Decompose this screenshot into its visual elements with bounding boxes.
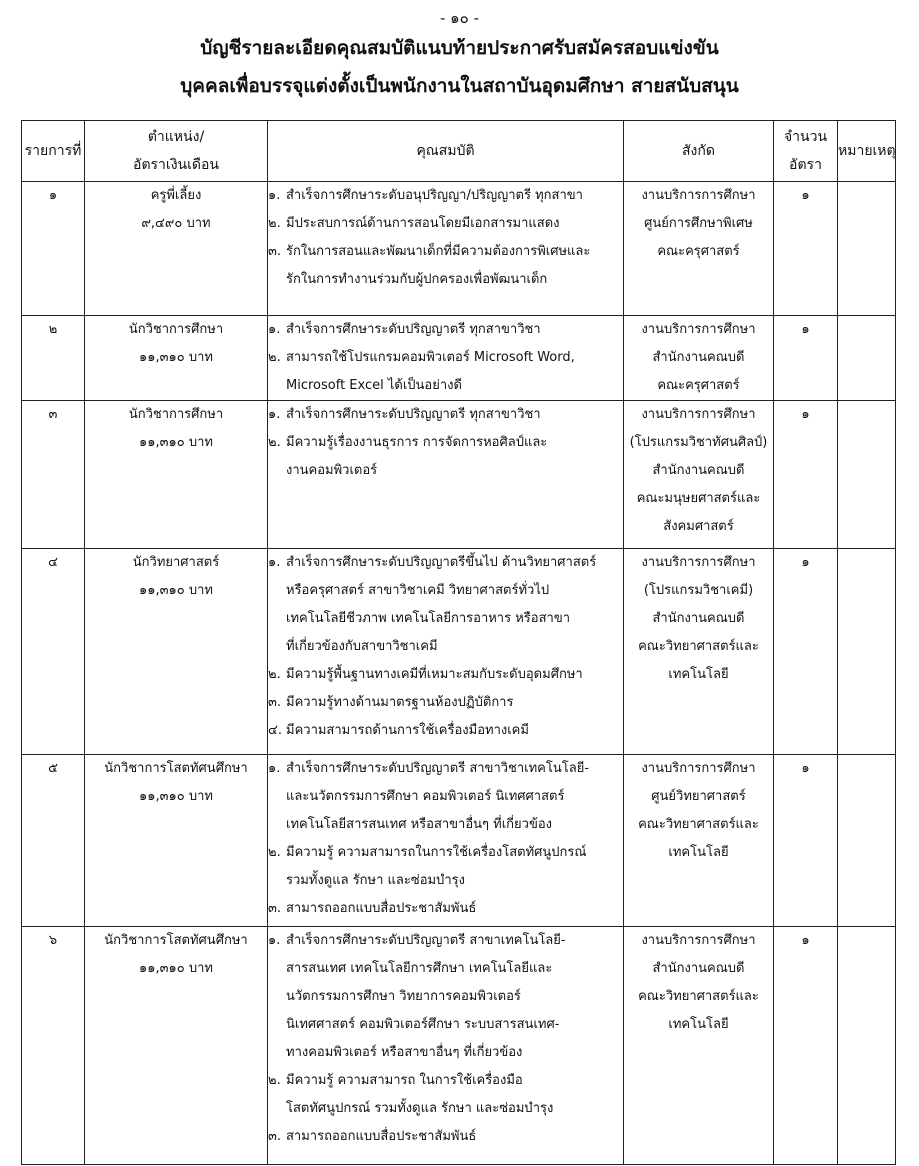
qualification-text: มีความรู้พื้นฐานทางเคมีที่เหมาะสมกับระดับอุดมศึกษา <box>286 667 583 682</box>
qualification-line <box>268 1067 623 1095</box>
affiliation-line: งานบริการการศึกษา <box>641 933 756 948</box>
qualification-line <box>268 1039 623 1067</box>
cell-remarks <box>838 549 896 755</box>
header-count <box>774 121 838 182</box>
qualification-line <box>268 755 623 783</box>
qualification-number: ๒. <box>268 435 281 450</box>
qualification-line <box>268 457 623 485</box>
position-salary: ๑๑,๓๑๐ บาท <box>139 789 213 804</box>
cell-no: ๒ <box>22 316 85 401</box>
affiliation-line: (โปรแกรมวิชาเคมี) <box>643 583 754 598</box>
qualification-line <box>268 238 623 266</box>
affiliation-line: คณะวิทยาศาสตร์และ <box>638 989 759 1004</box>
qualification-text: สามารถออกแบบสื่อประชาสัมพันธ์ <box>286 1129 477 1144</box>
affiliation-line: งานบริการการศึกษา <box>641 555 756 570</box>
qualification-line <box>268 1095 623 1123</box>
qualification-line <box>268 867 623 895</box>
qualification-number: ๓. <box>268 695 282 710</box>
qualification-text: มีความรู้เรื่องงานธุรการ การจัดการหอศิลป์และ <box>286 435 548 450</box>
cell-no: ๑ <box>22 182 85 316</box>
qualification-line <box>268 811 623 839</box>
cell-remarks <box>838 927 896 1165</box>
position-title: นักวิชาการโสตทัศนศึกษา <box>104 761 248 776</box>
qualification-text: ที่เกี่ยวข้องกับสาขาวิชาเคมี <box>286 639 438 654</box>
page-number: - ๑๐ - <box>439 9 480 27</box>
affiliation-line: งานบริการการศึกษา <box>641 188 756 203</box>
qualification-line <box>268 633 623 661</box>
qualification-number: ๒. <box>268 845 281 860</box>
qualification-line <box>268 605 623 633</box>
cell-position <box>85 182 268 316</box>
cell-position <box>85 316 268 401</box>
header-remarks: หมายเหตุ <box>838 121 896 182</box>
affiliation-line: คณะครุศาสตร์ <box>657 378 740 393</box>
position-salary: ๑๑,๓๑๐ บาท <box>139 350 213 365</box>
qualification-number: ๑. <box>268 407 281 422</box>
qualification-line <box>268 401 623 429</box>
qualification-text: มีความรู้ ความสามารถ ในการใช้เครื่องมือ <box>286 1073 523 1088</box>
cell-no: ๖ <box>22 927 85 1165</box>
position-salary: ๑๑,๓๑๐ บาท <box>139 583 213 598</box>
affiliation-line: คณะมนุษยศาสตร์และ <box>636 491 761 506</box>
qualification-text: มีประสบการณ์ด้านการสอนโดยมีเอกสารมาแสดง <box>286 216 560 231</box>
qualification-number: ๒. <box>268 1073 281 1088</box>
qualification-number: ๑. <box>268 322 281 337</box>
qualification-text: สามารถออกแบบสื่อประชาสัมพันธ์ <box>286 901 477 916</box>
qualification-text: รักในการสอนและพัฒนาเด็กที่มีความต้องการพิเศษและ <box>286 244 591 259</box>
affiliation-line: สังคมศาสตร์ <box>663 519 734 534</box>
qualification-number: ๓. <box>268 244 282 259</box>
cell-count: ๑ <box>774 755 838 927</box>
qualification-text: รักในการทำงานร่วมกับผู้ปกครองเพื่อพัฒนาเด็ก <box>286 272 548 287</box>
affiliation-line: งานบริการการศึกษา <box>641 407 756 422</box>
cell-remarks <box>838 401 896 549</box>
affiliation-line: เทคโนโลยี <box>668 845 729 860</box>
qualification-number: ๑. <box>268 555 281 570</box>
affiliation-line: สำนักงานคณบดี <box>652 611 745 626</box>
qualification-text: มีความรู้ ความสามารถในการใช้เครื่องโสตทัศนูปกรณ์ <box>286 845 587 860</box>
cell-qualifications <box>268 182 624 316</box>
position-salary: ๑๑,๓๑๐ บาท <box>139 961 213 976</box>
affiliation-line: สำนักงานคณบดี <box>652 961 745 976</box>
qualification-number: ๒. <box>268 350 281 365</box>
qualification-text: ทางคอมพิวเตอร์ หรือสาขาอื่นๆ ที่เกี่ยวข้อง <box>286 1045 523 1060</box>
qualification-text: เทคโนโลยีสารสนเทศ หรือสาขาอื่นๆ ที่เกี่ยวข้อง <box>286 817 553 832</box>
header-affiliation: สังกัด <box>624 121 774 182</box>
table-row <box>22 182 896 316</box>
affiliation-line: เทคโนโลยี <box>668 667 729 682</box>
qualification-line <box>268 927 623 955</box>
header-position-line-1: ตำแหน่ง/ <box>147 129 205 145</box>
cell-affiliation <box>624 755 774 927</box>
qualification-number: ๓. <box>268 1129 282 1144</box>
qualification-line <box>268 182 623 210</box>
qualification-line <box>268 577 623 605</box>
cell-position <box>85 401 268 549</box>
position-title: นักวิชาการศึกษา <box>128 322 224 337</box>
qualification-text: สำเร็จการศึกษาระดับปริญญาตรีขึ้นไป ด้านวิทยาศาสตร์ <box>286 555 597 570</box>
header-count-line-1: จำนวน <box>783 129 828 145</box>
document-title-line-2: บุคคลเพื่อบรรจุแต่งตั้งเป็นพนักงานในสถาบันอุดมศึกษา สายสนับสนุน <box>180 75 739 97</box>
cell-affiliation <box>624 927 774 1165</box>
table-row <box>22 755 896 927</box>
header-position-line-2: อัตราเงินเดือน <box>133 157 219 173</box>
position-title: นักวิชาการศึกษา <box>128 407 224 422</box>
qualification-text: สำเร็จการศึกษาระดับอนุปริญญา/ปริญญาตรี ทุกสาขา <box>286 188 583 203</box>
qualification-line <box>268 895 623 923</box>
cell-position <box>85 755 268 927</box>
qualification-line <box>268 717 623 745</box>
cell-remarks <box>838 755 896 927</box>
cell-remarks <box>838 182 896 316</box>
qualification-text: นิเทศศาสตร์ คอมพิวเตอร์ศึกษา ระบบสารสนเทศ- <box>286 1017 560 1032</box>
qualification-line <box>268 372 623 400</box>
header-no: รายการที่ <box>22 121 85 182</box>
qualification-number: ๑. <box>268 761 281 776</box>
qualification-line <box>268 661 623 689</box>
affiliation-line: งานบริการการศึกษา <box>641 761 756 776</box>
cell-qualifications <box>268 927 624 1165</box>
table-body <box>22 182 896 1165</box>
position-salary: ๑๑,๓๑๐ บาท <box>139 435 213 450</box>
qualification-line <box>268 316 623 344</box>
cell-qualifications <box>268 316 624 401</box>
table-row <box>22 401 896 549</box>
cell-affiliation <box>624 549 774 755</box>
cell-affiliation <box>624 182 774 316</box>
qualifications-table <box>21 120 896 1165</box>
qualification-text: หรือครุศาสตร์ สาขาวิชาเคมี วิทยาศาสตร์ทั่วไป <box>286 583 550 598</box>
qualification-line <box>268 210 623 238</box>
qualification-text: มีความรู้ทางด้านมาตรฐานห้องปฏิบัติการ <box>286 695 514 710</box>
affiliation-line: คณะวิทยาศาสตร์และ <box>638 639 759 654</box>
qualification-line <box>268 689 623 717</box>
affiliation-line: งานบริการการศึกษา <box>641 322 756 337</box>
qualification-number: ๒. <box>268 667 281 682</box>
qualification-text: โสตทัศนูปกรณ์ รวมทั้งดูแล รักษา และซ่อมบำรุง <box>286 1101 554 1116</box>
qualification-line <box>268 429 623 457</box>
position-title: นักวิทยาศาสตร์ <box>132 555 220 570</box>
qualification-number: ๓. <box>268 901 282 916</box>
qualification-line <box>268 549 623 577</box>
cell-count: ๑ <box>774 927 838 1165</box>
header-count-line-2: อัตรา <box>789 157 822 173</box>
position-title: ครูพี่เลี้ยง <box>150 188 202 203</box>
affiliation-line: คณะครุศาสตร์ <box>657 244 740 259</box>
cell-affiliation <box>624 401 774 549</box>
cell-qualifications <box>268 549 624 755</box>
affiliation-line: สำนักงานคณบดี <box>652 350 745 365</box>
qualification-line <box>268 783 623 811</box>
cell-position <box>85 927 268 1165</box>
qualification-text: เทคโนโลยีชีวภาพ เทคโนโลยีการอาหาร หรือสาขา <box>286 611 571 626</box>
affiliation-line: ศูนย์วิทยาศาสตร์ <box>651 789 746 804</box>
qualification-text: สำเร็จการศึกษาระดับปริญญาตรี สาขาวิชาเทคโนโลยี- <box>286 761 590 776</box>
qualification-text: สารสนเทศ เทคโนโลยีการศึกษา เทคโนโลยีและ <box>286 961 553 976</box>
qualification-text: รวมทั้งดูแล รักษา และซ่อมบำรุง <box>286 873 465 888</box>
affiliation-line: (โปรแกรมวิชาทัศนศิลป์) <box>629 435 768 450</box>
qualification-text: นวัตกรรมการศึกษา วิทยาการคอมพิวเตอร์ <box>286 989 521 1004</box>
qualification-line <box>268 344 623 372</box>
cell-remarks <box>838 316 896 401</box>
affiliation-line: เทคโนโลยี <box>668 1017 729 1032</box>
qualification-line <box>268 266 623 294</box>
header-position <box>85 121 268 182</box>
qualification-line <box>268 983 623 1011</box>
affiliation-line: คณะวิทยาศาสตร์และ <box>638 817 759 832</box>
cell-count: ๑ <box>774 316 838 401</box>
position-title: นักวิชาการโสตทัศนศึกษา <box>104 933 248 948</box>
qualification-number: ๑. <box>268 188 281 203</box>
qualification-number: ๔. <box>268 723 282 738</box>
cell-no: ๕ <box>22 755 85 927</box>
qualification-text: สำเร็จการศึกษาระดับปริญญาตรี ทุกสาขาวิชา <box>286 407 541 422</box>
cell-count: ๑ <box>774 549 838 755</box>
qualification-line <box>268 955 623 983</box>
table-row <box>22 927 896 1165</box>
cell-count: ๑ <box>774 182 838 316</box>
position-salary: ๙,๔๙๐ บาท <box>141 216 211 231</box>
qualification-text: สำเร็จการศึกษาระดับปริญญาตรี สาขาเทคโนโลยี- <box>286 933 566 948</box>
cell-no: ๔ <box>22 549 85 755</box>
qualification-text: Microsoft Excel ได้เป็นอย่างดี <box>286 378 462 393</box>
cell-affiliation <box>624 316 774 401</box>
table-row <box>22 549 896 755</box>
cell-position <box>85 549 268 755</box>
cell-qualifications <box>268 401 624 549</box>
qualification-text: สำเร็จการศึกษาระดับปริญญาตรี ทุกสาขาวิชา <box>286 322 541 337</box>
affiliation-line: สำนักงานคณบดี <box>652 463 745 478</box>
qualification-line <box>268 1011 623 1039</box>
qualification-line <box>268 1123 623 1151</box>
table-row <box>22 316 896 401</box>
qualification-line <box>268 839 623 867</box>
qualification-text: และนวัตกรรมการศึกษา คอมพิวเตอร์ นิเทศศาสตร์ <box>286 789 565 804</box>
qualification-text: มีความสามารถด้านการใช้เครื่องมือทางเคมี <box>286 723 529 738</box>
cell-no: ๓ <box>22 401 85 549</box>
qualification-number: ๑. <box>268 933 281 948</box>
document-title-line-1: บัญชีรายละเอียดคุณสมบัติแนบท้ายประกาศรับสมัครสอบแข่งขัน <box>200 37 719 59</box>
table-header-row <box>22 121 896 182</box>
header-qualifications: คุณสมบัติ <box>268 121 624 182</box>
affiliation-line: ศูนย์การศึกษาพิเศษ <box>644 216 753 231</box>
cell-count: ๑ <box>774 401 838 549</box>
cell-qualifications <box>268 755 624 927</box>
qualification-text: สามารถใช้โปรแกรมคอมพิวเตอร์ Microsoft Word, <box>286 350 575 365</box>
qualification-text: งานคอมพิวเตอร์ <box>286 463 378 478</box>
qualification-number: ๒. <box>268 216 281 231</box>
